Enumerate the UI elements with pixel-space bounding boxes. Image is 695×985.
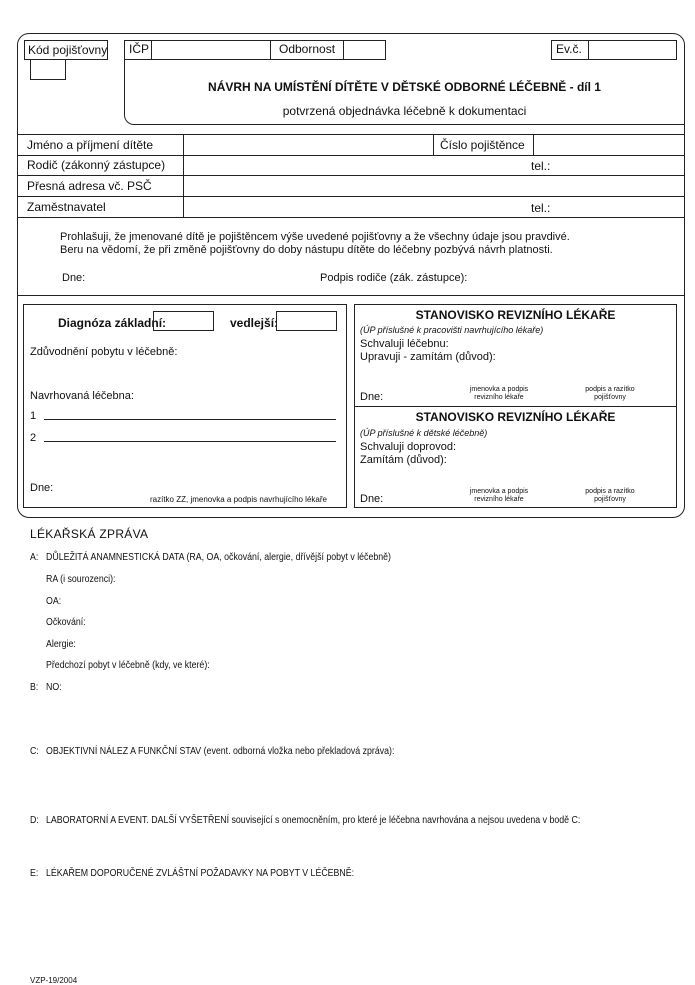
rodic-label: Rodič (zákonný zástupce)	[27, 158, 166, 172]
ev-c-field[interactable]	[589, 41, 676, 59]
declaration-line2: Beru na vědomí, že při změně pojišťovny do doby nástupu dítěte do léčebny pozbývá návrh platnosti.	[60, 244, 553, 256]
report-a-oa: OA:	[46, 596, 62, 607]
icp-field[interactable]	[152, 41, 270, 59]
report-a-alergie: Alergie:	[46, 639, 76, 650]
zduvodneni-label: Zdůvodnění pobytu v léčebně:	[30, 346, 178, 358]
kod-pojistovny-field[interactable]	[30, 60, 66, 80]
revizni2-razitko-label: podpis a razítko pojišťovny	[585, 488, 635, 503]
revizni1-line2: Upravuji - zamítám (důvod):	[360, 351, 496, 363]
ev-c-label: Ev.č.	[556, 42, 582, 56]
revizni2-line2: Zamítám (důvod):	[360, 454, 447, 466]
report-d-text: LABORATORNÍ A EVENT. DALŠÍ VYŠETŘENÍ související s onemocněním, pro které je léčebna navrhována a nejsou uvedena v bodě C:	[46, 815, 581, 826]
zamestnavatel-tel-field[interactable]	[555, 197, 683, 216]
odbornost-field[interactable]	[344, 41, 385, 59]
revizni1-razitko-label: podpis a razítko pojišťovny	[585, 386, 635, 401]
revizni1-note: (ÚP příslušné k pracovišti navrhujícího lékaře)	[360, 325, 544, 335]
form-code: VZP-19/2004	[30, 976, 78, 985]
report-c-field[interactable]	[46, 760, 666, 808]
zamestnavatel-label: Zaměstnavatel	[27, 200, 106, 214]
revizni2-note: (ÚP příslušné k dětské léčebně)	[360, 428, 488, 438]
adresa-field[interactable]	[184, 176, 684, 195]
kod-pojistovny-label: Kód pojišťovny	[28, 43, 108, 57]
odbornost-label: Odbornost	[279, 42, 336, 56]
report-c-text: OBJEKTIVNÍ NÁLEZ A FUNKČNÍ STAV (event. odborná vložka nebo překladová zpráva):	[46, 746, 395, 757]
revizni1-line1: Schvaluji léčebnu:	[360, 338, 449, 350]
lecebna-item1-number: 1	[30, 410, 37, 422]
form-title: NÁVRH NA UMÍSTĚNÍ DÍTĚTE V DĚTSKÉ ODBORNÉ LÉČEBNĚ - díl 1	[208, 80, 601, 94]
diagnosis-box	[23, 304, 347, 508]
revizni2-line1: Schvaluji doprovod:	[360, 441, 457, 453]
report-e-label: E:	[30, 868, 39, 879]
cislo-pojistence-field[interactable]	[534, 135, 684, 154]
report-b-label: B:	[30, 682, 39, 693]
zduvodneni-field[interactable]	[30, 360, 340, 382]
revizni2-jmenovka-label: jmenovka a podpis revizního lékaře	[469, 488, 529, 503]
revizni2-title: STANOVISKO REVIZNÍHO LÉKAŘE	[415, 410, 616, 424]
report-b-text: NO:	[46, 682, 62, 693]
jmeno-label: Jméno a příjmení dítěte	[27, 138, 154, 152]
diagnoza-zakladni-field[interactable]	[153, 311, 214, 331]
report-heading: LÉKAŘSKÁ ZPRÁVA	[30, 527, 149, 541]
lecebna-item2-number: 2	[30, 432, 37, 444]
declaration-date-label: Dne:	[62, 272, 86, 284]
diagnosis-date-label: Dne:	[30, 482, 54, 494]
form-subtitle: potvrzená objednávka léčebně k dokumentaci	[282, 104, 527, 118]
diagnoza-vedlejsi-label: vedlejší:	[230, 316, 279, 330]
lecebna-item2-line[interactable]	[44, 441, 336, 442]
icp-label: IČP	[129, 42, 150, 56]
revizni1-title: STANOVISKO REVIZNÍHO LÉKAŘE	[415, 308, 616, 322]
rodic-tel-field[interactable]	[555, 156, 683, 174]
report-d-label: D:	[30, 815, 39, 826]
revizni1-jmenovka-label: jmenovka a podpis revizního lékaře	[469, 386, 529, 401]
report-a-text: DŮLEŽITÁ ANAMNESTICKÁ DATA (RA, OA, očkování, alergie, dřívější pobyt v léčebně)	[46, 552, 391, 563]
report-a-pobyt: Předchozí pobyt v léčebně (kdy, ve které):	[46, 660, 210, 671]
adresa-label: Přesná adresa vč. PSČ	[27, 179, 152, 193]
report-b-field[interactable]	[46, 696, 666, 740]
jmeno-field[interactable]	[184, 135, 432, 154]
report-d-field[interactable]	[46, 829, 666, 863]
kod-pojistovny-label-box	[24, 40, 108, 60]
diagnosis-stamp-label: razítko ZZ, jmenovka a podpis navrhujícího lékaře	[150, 495, 327, 504]
zamestnavatel-field[interactable]	[184, 197, 524, 216]
report-a-ockovani: Očkování:	[46, 617, 86, 628]
rodic-tel-label: tel.:	[531, 159, 551, 173]
zamestnavatel-tel-label: tel.:	[531, 201, 551, 215]
report-e-text: LÉKAŘEM DOPORUČENÉ ZVLÁŠTNÍ POŽADAVKY NA POBYT V LÉČEBNĚ:	[46, 868, 355, 879]
lecebna-item1-line[interactable]	[44, 419, 336, 420]
revizni2-date-label: Dne:	[360, 493, 384, 505]
navrhovana-lecebna-label: Navrhovaná léčebna:	[30, 390, 134, 402]
declaration-line1: Prohlašuji, že jmenované dítě je pojištěncem výše uvedené pojišťovny a že všechny údaje jsou pravdivé.	[60, 231, 570, 243]
report-a-label: A:	[30, 552, 39, 563]
declaration-signature-label: Podpis rodiče (zák. zástupce):	[320, 272, 468, 284]
revizni1-date-label: Dne:	[360, 391, 384, 403]
report-c-label: C:	[30, 746, 39, 757]
diagnoza-zakladni-label: Diagnóza základní:	[58, 316, 167, 330]
cislo-pojistence-label: Číslo pojištěnce	[440, 138, 525, 152]
report-a-ra: RA (i sourozenci):	[46, 574, 116, 585]
rodic-field[interactable]	[184, 156, 524, 174]
diagnoza-vedlejsi-field[interactable]	[276, 311, 337, 331]
report-e-field[interactable]	[46, 882, 666, 962]
